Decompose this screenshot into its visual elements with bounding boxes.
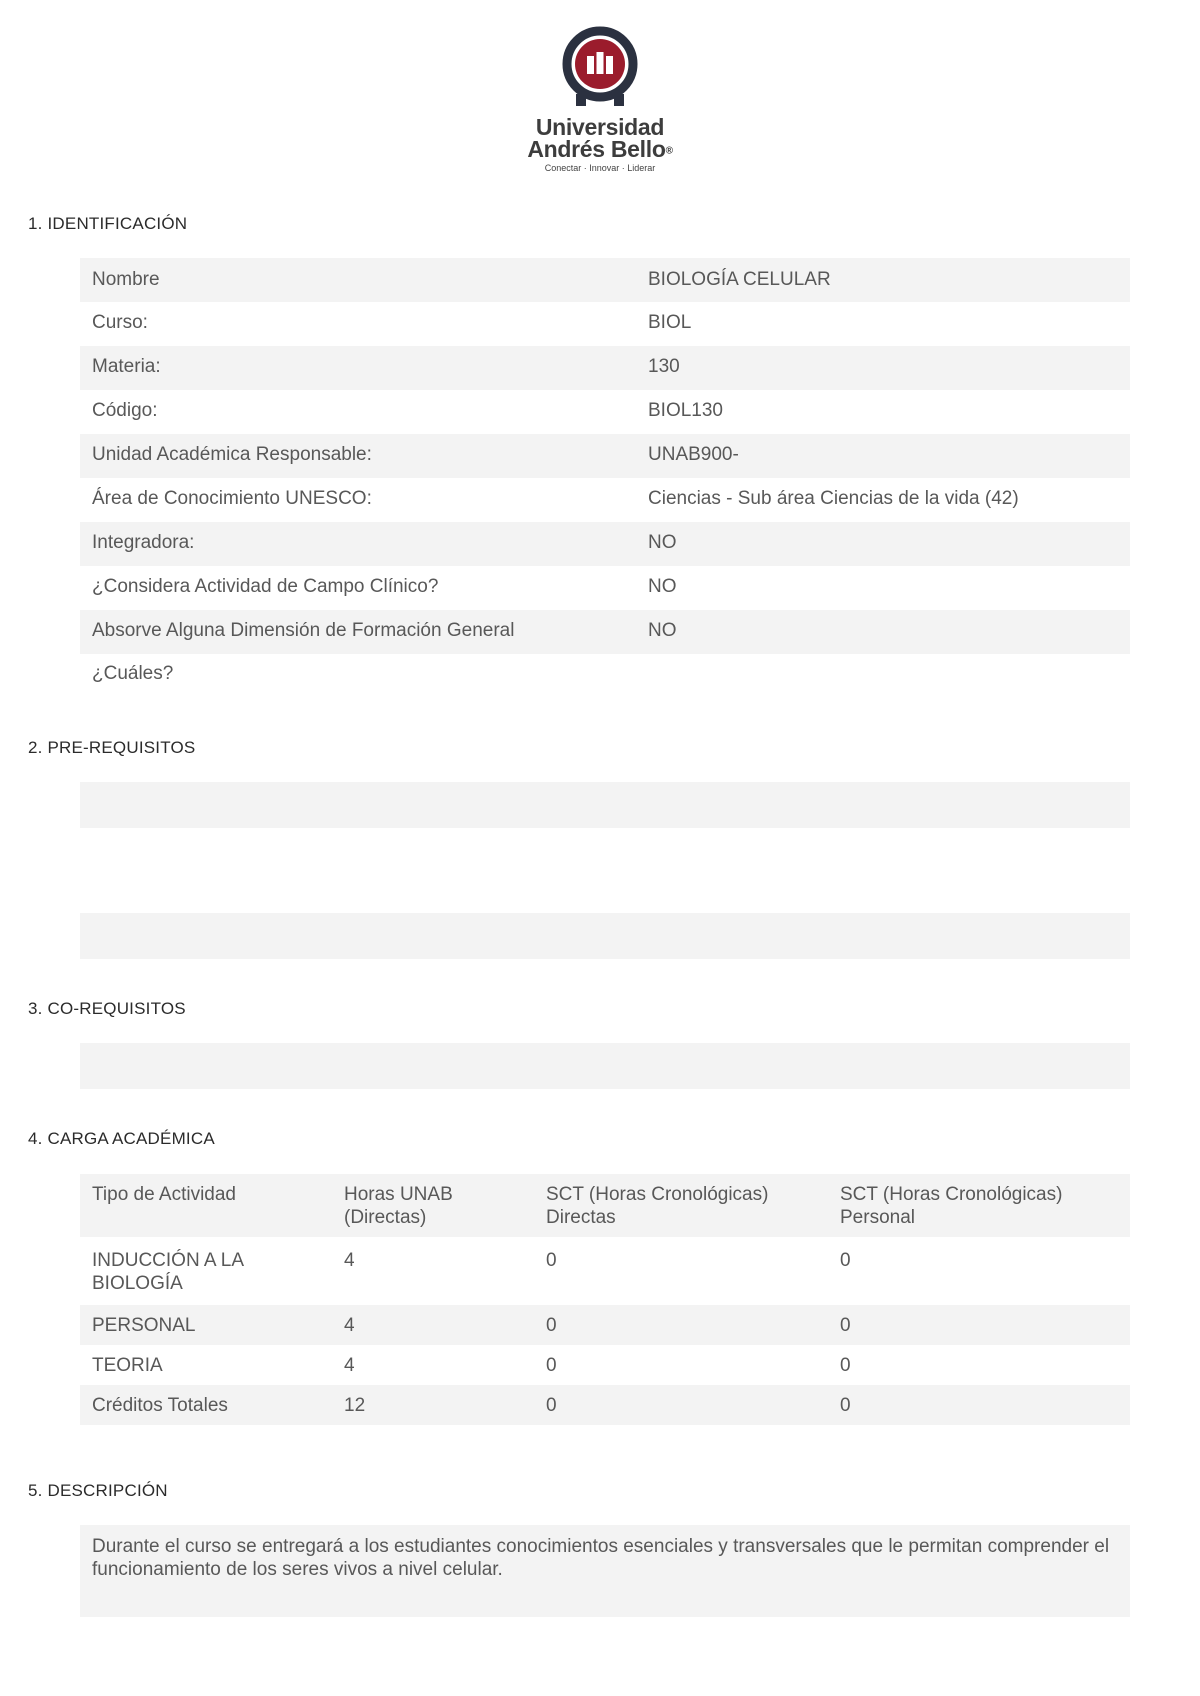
table-row <box>80 1345 1130 1385</box>
table-cell: 12 <box>332 1385 534 1425</box>
logo-name-line1: Universidad <box>535 114 665 140</box>
descripcion-text: Durante el curso se entregará a los estudiantes conocimientos esenciales y transversales que le permitan comprender el funcionamiento de los seres vivos a nivel celular. <box>80 1525 1130 1617</box>
university-logo <box>520 26 680 176</box>
table-cell: INDUCCIÓN A LA BIOLOGÍA <box>92 1250 243 1294</box>
table-cell: 0 <box>534 1305 828 1345</box>
table-row <box>80 390 1130 434</box>
field-value: NO <box>648 576 677 597</box>
field-value: NO <box>648 532 677 553</box>
column-header: SCT (Horas Cronológicas) Personal <box>828 1174 1130 1237</box>
field-value: BIOL130 <box>648 400 723 421</box>
table-cell: 0 <box>840 1250 851 1271</box>
field-value: NO <box>648 620 677 641</box>
field-label: ¿Cuáles? <box>92 663 174 684</box>
prerequisitos-row <box>80 913 1130 959</box>
table-row <box>80 1385 1130 1425</box>
field-value: 130 <box>648 356 680 377</box>
carga-academica-table <box>80 1174 1130 1425</box>
table-header-row <box>80 1174 1130 1237</box>
table-cell: 0 <box>828 1305 1130 1345</box>
table-cell: 0 <box>534 1385 828 1425</box>
field-label: Unidad Académica Responsable: <box>92 444 372 465</box>
column-header: Horas UNAB (Directas) <box>332 1174 534 1237</box>
field-value: UNAB900- <box>648 444 739 465</box>
field-label: Materia: <box>92 356 161 377</box>
table-row <box>80 522 1130 566</box>
field-value: BIOL <box>648 312 692 333</box>
field-value: BIOLOGÍA CELULAR <box>648 269 831 290</box>
field-label: Código: <box>92 400 158 421</box>
table-cell: Créditos Totales <box>80 1385 332 1425</box>
field-label: Área de Conocimiento UNESCO: <box>92 488 372 509</box>
identificacion-table <box>80 258 1130 698</box>
table-cell: 0 <box>546 1355 557 1376</box>
table-cell: PERSONAL <box>80 1305 332 1345</box>
table-row <box>80 1237 1130 1305</box>
table-row <box>80 566 1130 610</box>
section-title-identificacion: 1. IDENTIFICACIÓN <box>28 214 188 233</box>
table-row <box>80 1305 1130 1345</box>
column-header: Tipo de Actividad <box>80 1174 332 1237</box>
field-label: Integradora: <box>92 532 195 553</box>
field-label: Absorve Alguna Dimensión de Formación General <box>92 620 515 641</box>
section-title-carga: 4. CARGA ACADÉMICA <box>28 1129 215 1148</box>
field-label: Nombre <box>92 269 160 290</box>
corequisitos-row <box>80 1043 1130 1089</box>
prerequisitos-row <box>80 782 1130 828</box>
table-cell: 0 <box>828 1385 1130 1425</box>
section-title-corequisitos: 3. CO-REQUISITOS <box>28 999 186 1018</box>
table-row <box>80 610 1130 654</box>
table-cell: 0 <box>546 1250 557 1271</box>
table-row <box>80 654 1130 698</box>
field-label: Curso: <box>92 312 148 333</box>
table-row <box>80 434 1130 478</box>
section-title-prerequisitos: 2. PRE-REQUISITOS <box>28 738 196 757</box>
table-cell: 4 <box>332 1305 534 1345</box>
university-seal-icon <box>562 26 638 110</box>
table-cell: 0 <box>840 1355 851 1376</box>
table-row <box>80 258 1130 302</box>
table-cell: 4 <box>344 1250 355 1271</box>
table-cell: 4 <box>344 1355 355 1376</box>
table-row <box>80 346 1130 390</box>
field-label: ¿Considera Actividad de Campo Clínico? <box>92 576 439 597</box>
logo-name-line2: Andrés Bello® <box>527 136 673 162</box>
table-row <box>80 478 1130 522</box>
table-cell: TEORIA <box>92 1355 163 1376</box>
section-title-descripcion: 5. DESCRIPCIÓN <box>28 1481 168 1500</box>
field-value: Ciencias - Sub área Ciencias de la vida (42) <box>648 488 1019 509</box>
logo-tagline: Conectar · Innovar · Liderar <box>544 163 656 173</box>
table-row <box>80 302 1130 346</box>
column-header: SCT (Horas Cronológicas) Directas <box>534 1174 828 1237</box>
